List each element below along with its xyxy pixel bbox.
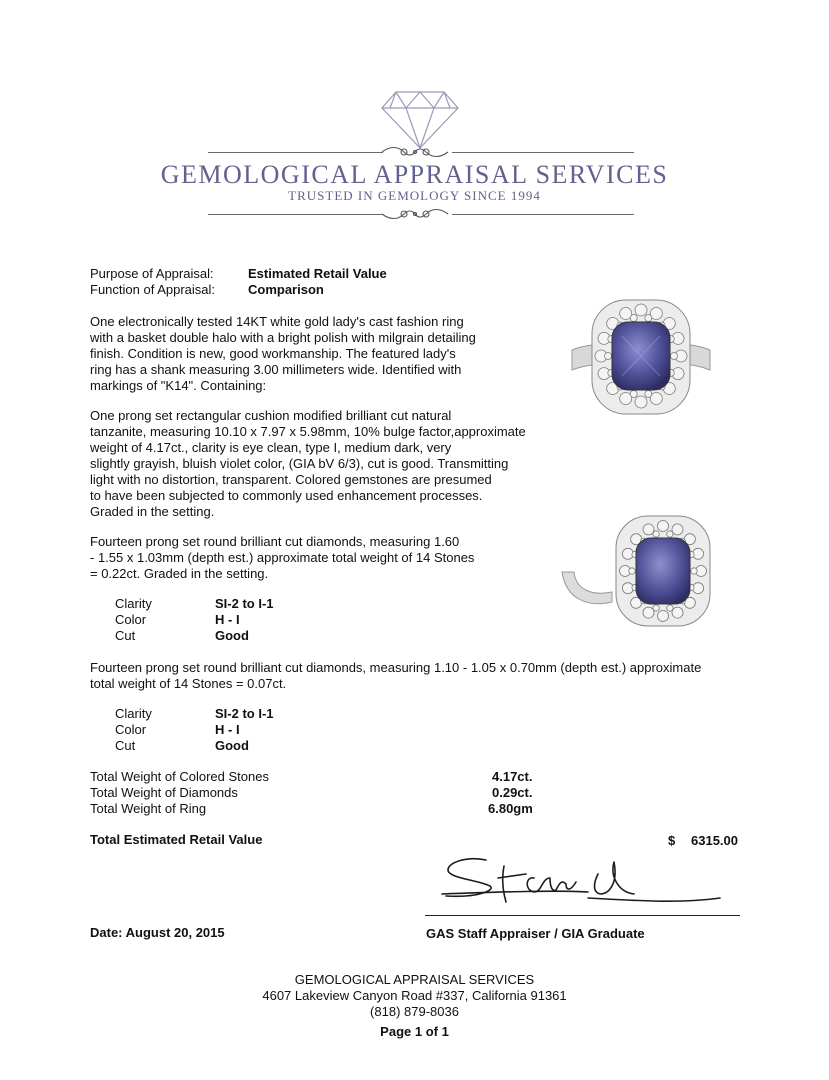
- footer-address: 4607 Lakeview Canyon Road #337, California 91361: [262, 988, 567, 1003]
- purpose-label: Purpose of Appraisal:: [90, 266, 214, 281]
- logo-company-name: GEMOLOGICAL APPRAISAL SERVICES: [160, 160, 669, 189]
- scroll-ornament-top-icon: [380, 144, 450, 160]
- total-value: 0.29ct.: [492, 785, 533, 800]
- text-line: light with no distortion, transparent. Colored gemstones are presumed: [90, 472, 492, 487]
- text-line: Graded in the setting.: [90, 504, 215, 519]
- signature-line: [425, 915, 740, 916]
- retail-currency: $: [668, 833, 676, 848]
- halo-diamond: [643, 524, 654, 535]
- text-line: weight of 4.17ct., clarity is eye clean, type I, medium dark, very: [90, 440, 452, 455]
- text-line: finish. Condition is new, good workmanship. The featured lady's: [90, 346, 456, 361]
- grade-value: SI-2 to I-1: [215, 596, 274, 611]
- grade-label: Color: [115, 612, 147, 627]
- footer-phone: (818) 879-8036: [370, 1004, 459, 1019]
- retail-value-label: Total Estimated Retail Value: [90, 832, 263, 847]
- text-line: slightly grayish, bluish violet color, (GIA bV 6/3), cut is good. Transmitting: [90, 456, 509, 471]
- halo-diamond: [653, 531, 659, 537]
- halo-diamond: [643, 607, 654, 618]
- grade-value: Good: [215, 738, 249, 753]
- halo-diamond: [630, 391, 637, 398]
- text-line: One electronically tested 14KT white gold lady's cast fashion ring: [90, 314, 464, 329]
- halo-diamond: [672, 607, 683, 618]
- logo-tagline: TRUSTED IN GEMOLOGY SINCE 1994: [288, 188, 541, 203]
- text-line: One prong set rectangular cushion modified brilliant cut natural: [90, 408, 452, 423]
- company-logo: [0, 88, 829, 228]
- description-paragraph-3: [90, 534, 474, 582]
- total-value: 4.17ct.: [492, 769, 533, 784]
- description-paragraph-1: [90, 314, 476, 394]
- grade-value: H - I: [215, 722, 240, 737]
- scroll-ornament-bottom-icon: [380, 206, 450, 222]
- total-label: Total Weight of Diamonds: [90, 785, 238, 800]
- total-label: Total Weight of Colored Stones: [90, 769, 269, 784]
- logo-rule-top-right: [452, 152, 634, 153]
- description-paragraph-4: [90, 660, 701, 692]
- appraiser-title: GAS Staff Appraiser / GIA Graduate: [426, 926, 645, 941]
- halo-diamond: [635, 396, 647, 408]
- halo-diamond: [645, 315, 652, 322]
- halo-diamond: [667, 531, 673, 537]
- halo-diamond: [658, 611, 669, 622]
- halo-diamond: [671, 353, 678, 360]
- description-paragraph-2: [90, 408, 526, 520]
- text-line: Fourteen prong set round brilliant cut diamonds, measuring 1.60: [90, 534, 460, 549]
- grade-label: Cut: [115, 738, 136, 753]
- text-line: - 1.55 x 1.03mm (depth est.) approximate total weight of 14 Stones: [90, 550, 475, 565]
- footer-company: GEMOLOGICAL APPRAISAL SERVICES: [294, 972, 535, 987]
- text-line: total weight of 14 Stones = 0.07ct.: [90, 676, 287, 691]
- grade-value: SI-2 to I-1: [215, 706, 274, 721]
- halo-diamond: [635, 304, 647, 316]
- grade-value: H - I: [215, 612, 240, 627]
- ring-photo-top: [566, 292, 716, 422]
- appraisal-date: Date: August 20, 2015: [90, 925, 225, 940]
- grade-value: Good: [215, 628, 249, 643]
- halo-diamond: [691, 568, 697, 574]
- halo-diamond: [672, 524, 683, 535]
- text-line: ring has a shank measuring 3.00 millimeters wide. Identified with: [90, 362, 462, 377]
- total-value: 6.80gm: [488, 801, 533, 816]
- halo-diamond: [605, 353, 612, 360]
- purpose-value: Estimated Retail Value: [248, 266, 387, 281]
- function-label: Function of Appraisal:: [90, 282, 216, 297]
- function-value: Comparison: [248, 282, 324, 297]
- halo-diamond: [629, 568, 635, 574]
- halo-diamond: [630, 315, 637, 322]
- text-line: markings of "K14". Containing:: [90, 378, 267, 393]
- grade-label: Color: [115, 722, 147, 737]
- grade-label: Clarity: [115, 596, 152, 611]
- text-line: with a basket double halo with a bright polish with milgrain detailing: [90, 330, 476, 345]
- page-number: Page 1 of 1: [380, 1024, 449, 1039]
- logo-rule-bottom-left: [208, 214, 383, 215]
- text-line: tanzanite, measuring 10.10 x 7.97 x 5.98mm, 10% bulge factor,approximate: [90, 424, 526, 439]
- diamond-logo-icon: [380, 88, 460, 150]
- retail-value: 6315.00: [691, 833, 738, 848]
- logo-rule-bottom-right: [452, 214, 634, 215]
- halo-diamond: [653, 605, 659, 611]
- signature-icon: [438, 852, 728, 912]
- halo-diamond: [658, 521, 669, 532]
- halo-diamond: [667, 605, 673, 611]
- grade-label: Clarity: [115, 706, 152, 721]
- text-line: Fourteen prong set round brilliant cut diamonds, measuring 1.10 - 1.05 x 0.70mm (depth est.) approximate: [90, 660, 702, 675]
- grade-label: Cut: [115, 628, 136, 643]
- logo-rule-top-left: [208, 152, 383, 153]
- total-label: Total Weight of Ring: [90, 801, 207, 816]
- ring-photo-side: [556, 512, 716, 632]
- text-line: = 0.22ct. Graded in the setting.: [90, 566, 269, 581]
- text-line: to have been subjected to commonly used enhancement processes.: [90, 488, 483, 503]
- halo-diamond: [645, 391, 652, 398]
